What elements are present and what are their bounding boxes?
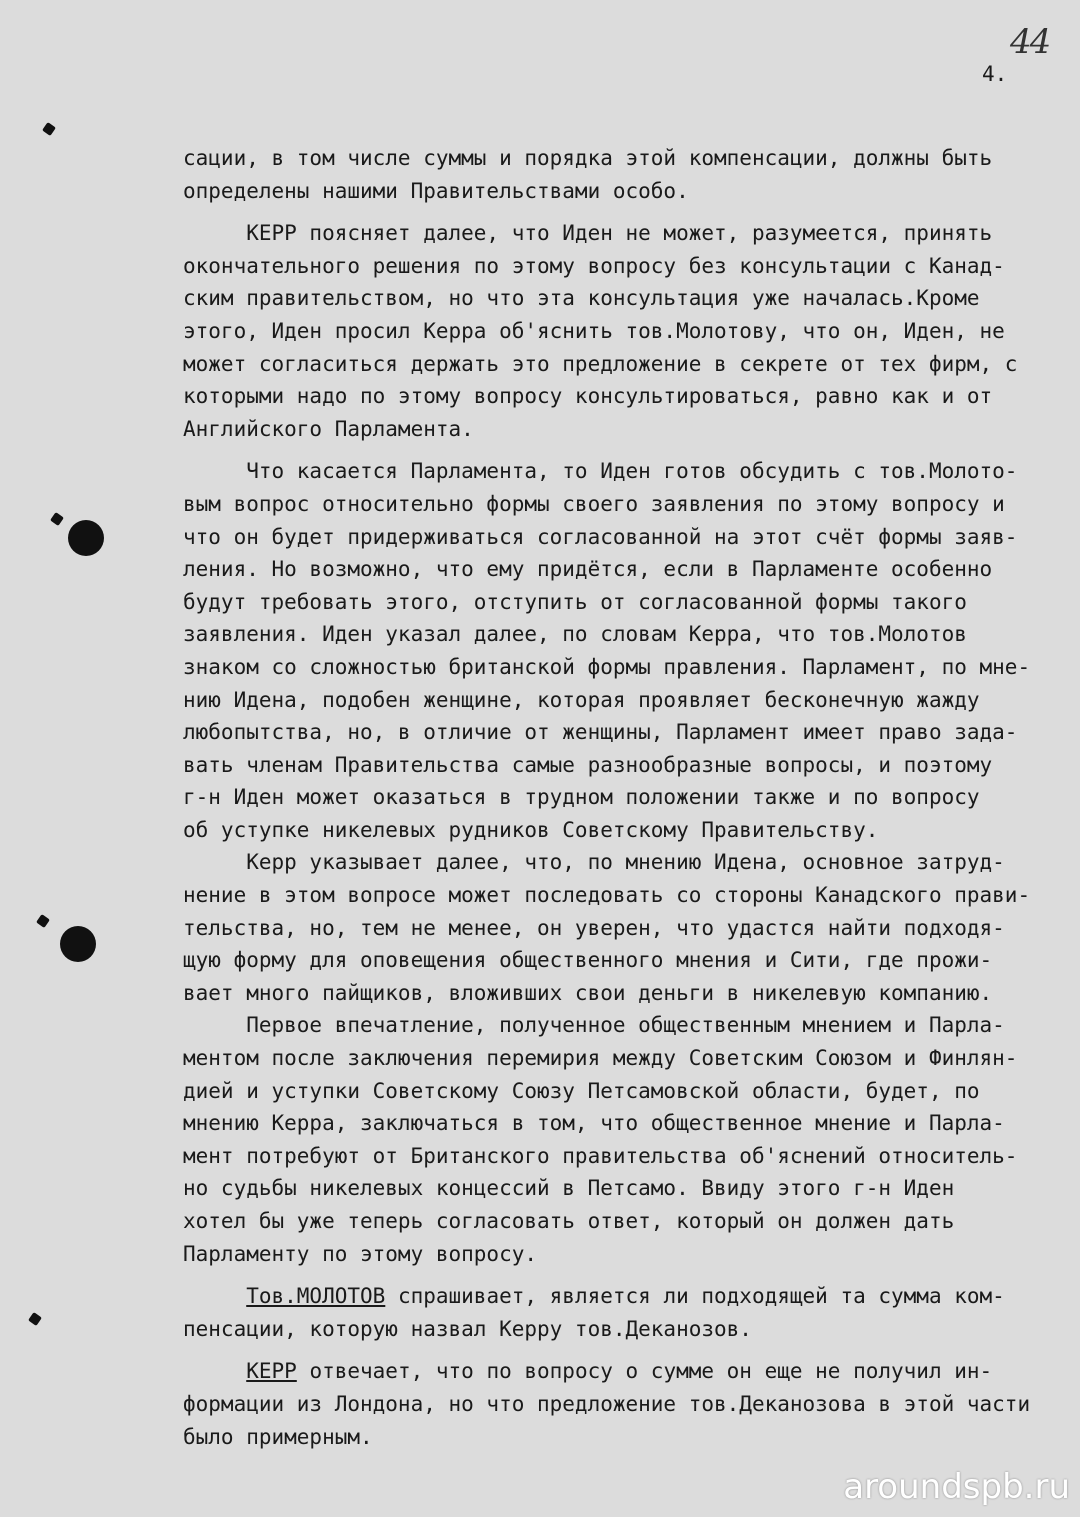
punch-mark	[50, 512, 64, 526]
text-line: Первое впечатление, полученное общественным мнением и Парла-	[183, 1013, 1005, 1038]
speaker-name: Тов.МОЛОТОВ	[246, 1284, 386, 1309]
text-line: будут требовать этого, отступить от согласованной формы такого	[183, 589, 967, 614]
speaker-line	[183, 1355, 1053, 1388]
text-line: мнению Керра, заключаться в том, что общественное мнение и Парла-	[183, 1111, 1005, 1136]
document-body	[183, 142, 1053, 1453]
text-line: ментом после заключения перемирия между Советским Союзом и Финлян-	[183, 1046, 1018, 1071]
watermark: aroundspb.ru	[843, 1467, 1070, 1507]
text-line: ления. Но возможно, что ему придётся, если в Парламенте особенно	[183, 557, 993, 582]
text-line: сации, в том числе суммы и порядка этой компенсации, должны быть	[183, 146, 993, 170]
text-line: любопытства, но, в отличие от женщины, Парламент имеет право зада-	[183, 720, 1018, 745]
text-line: нение в этом вопросе может последовать со стороны Канадского прави-	[183, 883, 1031, 908]
text-line: может согласиться держать это предложение в секрете от тех фирм, с	[183, 351, 1018, 376]
text-line: хотел бы уже теперь согласовать ответ, который он должен дать	[183, 1209, 955, 1233]
speaker-name: КЕРР	[246, 1359, 297, 1384]
text-line: но судьбы никелевых концессий в Петсамо. Ввиду этого г-н Иден	[183, 1176, 955, 1201]
text-line: вает много пайщиков, вложивших свои деньги в никелевую компанию.	[183, 980, 993, 1005]
text-line: которыми надо по этому вопросу консультироваться, равно как и от	[183, 384, 993, 409]
text-line: г-н Иден может оказаться в трудном положении также и по вопросу	[183, 785, 980, 810]
text-line: этого, Иден просил Керра об'яснить тов.Молотову, что он, Иден, не	[183, 318, 1005, 343]
text-line: заявления. Иден указал далее, по словам Керра, что тов.Молотов	[183, 622, 967, 647]
text-fragment: отвечает, что по вопросу о сумме он еще не получил ин-	[296, 1359, 993, 1384]
text-line: щую форму для оповещения общественного мнения и Сити, где прожи-	[183, 948, 993, 973]
speaker-line	[183, 1280, 1053, 1313]
text-line: было примерным.	[183, 1424, 373, 1449]
text-line: Что касается Парламента, то Иден готов обсудить с тов.Молото-	[183, 459, 1018, 484]
text-line: нию Идена, подобен женщине, которая проявляет бесконечную жажду	[183, 687, 980, 712]
text-line: вать членам Правительства самые разнообразные вопросы, и поэтому	[183, 752, 993, 777]
text-line: окончательного решения по этому вопросу без консультации с Канад-	[183, 253, 1005, 278]
page-number: 4.	[982, 62, 1008, 86]
text-line: определены нашими Правительствами особо.	[183, 178, 689, 203]
binder-hole	[68, 520, 104, 556]
binder-hole	[60, 926, 96, 962]
punch-mark	[36, 914, 50, 928]
text-line: пенсации, которую назвал Керру тов.Деканозов.	[183, 1316, 752, 1341]
text-line: об уступке никелевых рудников Советскому Правительству.	[183, 817, 879, 842]
text-line: дией и уступки Советскому Союзу Петсамовской области, будет, по	[183, 1078, 980, 1103]
archive-number: 44	[1010, 22, 1050, 62]
punch-mark	[28, 1312, 42, 1326]
text-line: формации из Лондона, но что предложение тов.Деканозова в этой части	[183, 1391, 1031, 1416]
text-line: Керр указывает далее, что, по мнению Идена, основное затруд-	[183, 850, 1005, 875]
punch-mark	[42, 122, 56, 136]
text-line: КЕРР поясняет далее, что Иден не может, разумеется, принять	[183, 221, 993, 246]
text-line: Парламенту по этому вопросу.	[183, 1241, 538, 1266]
text-line: что он будет придерживаться согласованной на этот счёт формы заяв-	[183, 524, 1018, 549]
text-line: Английского Парламента.	[183, 416, 474, 441]
text-line: мент потребуют от Британского правительства об'яснений относитель-	[183, 1143, 1018, 1168]
text-fragment: спрашивает, является ли подходящей та сумма ком-	[385, 1284, 1005, 1309]
text-line: ским правительством, но что эта консультация уже началась.Кроме	[183, 286, 980, 311]
text-line: знаком со сложностью британской формы правления. Парламент, по мне-	[183, 654, 1031, 679]
text-line: тельства, но, тем не менее, он уверен, что удастся найти подходя-	[183, 915, 1005, 940]
text-line: вым вопрос относительно формы своего заявления по этому вопросу и	[183, 491, 1005, 516]
